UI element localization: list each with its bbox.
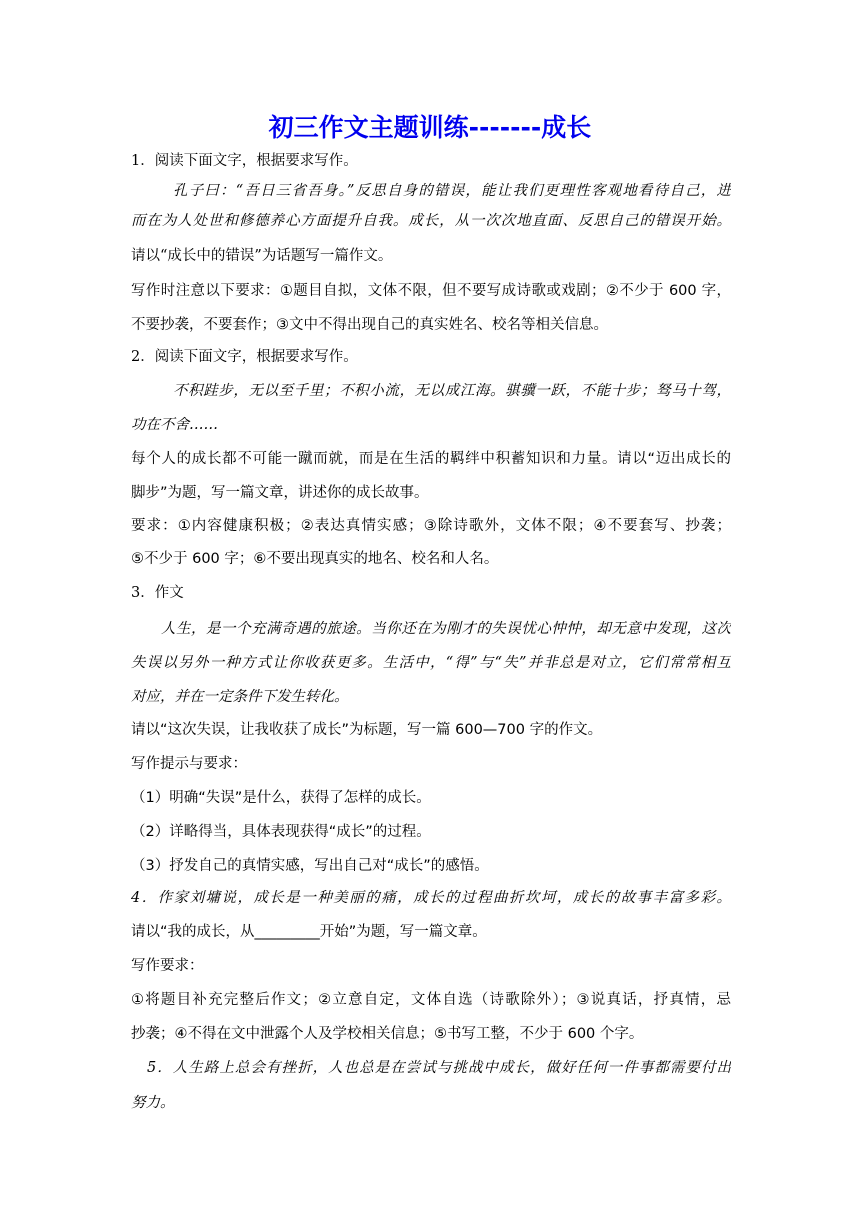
question-2-requirements-line-2: ⑤不少于 600 字；⑥不要出现真实的地名、校名和人名。 bbox=[131, 551, 499, 567]
question-3-tip-2: （2）详略得当，具体表现获得“成长”的过程。 bbox=[131, 824, 431, 840]
question-2-prompt-line-1: 每个人的成长都不可能一蹴而就，而是在生活的羁绊中积蓄知识和力量。请以“迈出成长的 bbox=[131, 451, 731, 467]
question-2-heading: 2．阅读下面文字，根据要求写作。 bbox=[131, 349, 358, 365]
question-4-requirements-line-1: ①将题目补充完整后作文；②立意自定，文体自选（诗歌除外）；③说真话，抒真情，忌 bbox=[131, 992, 731, 1008]
question-3-passage-line-3: 对应，并在一定条件下发生转化。 bbox=[131, 689, 349, 705]
page-title: 初三作文主题训练-------成长 bbox=[268, 113, 592, 142]
question-2-requirements-line-1: 要求：①内容健康积极；②表达真情实感；③除诗歌外，文体不限；④不要套写、抄袭； bbox=[131, 518, 731, 534]
question-1-quote-line-2: 而在为人处世和修德养心方面提升自我。成长，从一次次地直面、反思自己的错误开始。 bbox=[131, 213, 731, 229]
question-3-passage-line-2: 失误以另外一种方式让你收获更多。生活中，“得”与“失”并非总是对立，它们常常相互 bbox=[131, 655, 731, 671]
question-2-quote-line-2: 功在不舍…… bbox=[131, 417, 218, 433]
question-1-requirements-line-2: 不要抄袭，不要套作；③文中不得出现自己的真实姓名、校名等相关信息。 bbox=[131, 317, 608, 333]
question-5-line-1: 5．人生路上总会有挫折，人也总是在尝试与挑战中成长，做好任何一件事都需要付出 bbox=[147, 1060, 731, 1076]
question-1-quote-line-1: 孔子曰：“吾日三省吾身。”反思自身的错误，能让我们更理性客观地看待自己，进 bbox=[173, 183, 731, 199]
question-2-quote-line-1: 不积跬步，无以至千里；不积小流，无以成江海。骐骥一跃，不能十步；驽马十驾， bbox=[173, 383, 731, 399]
question-4-requirements-heading: 写作要求： bbox=[131, 958, 204, 974]
question-3-passage-line-1: 人生，是一个充满奇遇的旅途。当你还在为刚才的失误忧心忡忡，却无意中发现，这次 bbox=[161, 621, 731, 637]
question-4-requirements-line-2: 抄袭；④不得在文中泄露个人及学校相关信息；⑤书写工整，不少于 600 个字。 bbox=[131, 1026, 644, 1042]
question-3-prompt: 请以“这次失误，让我收获了成长”为标题，写一篇 600—700 字的作文。 bbox=[131, 722, 603, 738]
question-4-heading: 4．作家刘墉说，成长是一种美丽的痛，成长的过程曲折坎坷，成长的故事丰富多彩。 bbox=[131, 890, 731, 906]
question-5-line-2: 努力。 bbox=[131, 1095, 175, 1111]
question-1-prompt: 请以“成长中的错误”为话题写一篇作文。 bbox=[131, 248, 393, 264]
question-3-tip-3: （3）抒发自己的真情实感，写出自己对“成长”的感悟。 bbox=[131, 858, 489, 874]
question-1-heading: 1．阅读下面文字，根据要求写作。 bbox=[131, 153, 358, 169]
question-2-prompt-line-2: 脚步”为题，写一篇文章，讲述你的成长故事。 bbox=[131, 485, 429, 501]
question-3-tips-heading: 写作提示与要求： bbox=[131, 756, 247, 772]
question-4-prompt: 请以“我的成长，从_________开始”为题，写一篇文章。 bbox=[131, 924, 487, 940]
question-3-tip-1: （1）明确“失误”是什么，获得了怎样的成长。 bbox=[131, 790, 431, 806]
question-3-heading: 3．作文 bbox=[131, 585, 184, 601]
question-1-requirements-line-1: 写作时注意以下要求：①题目自拟，文体不限，但不要写成诗歌或戏剧；②不少于 600 字， bbox=[131, 283, 731, 299]
